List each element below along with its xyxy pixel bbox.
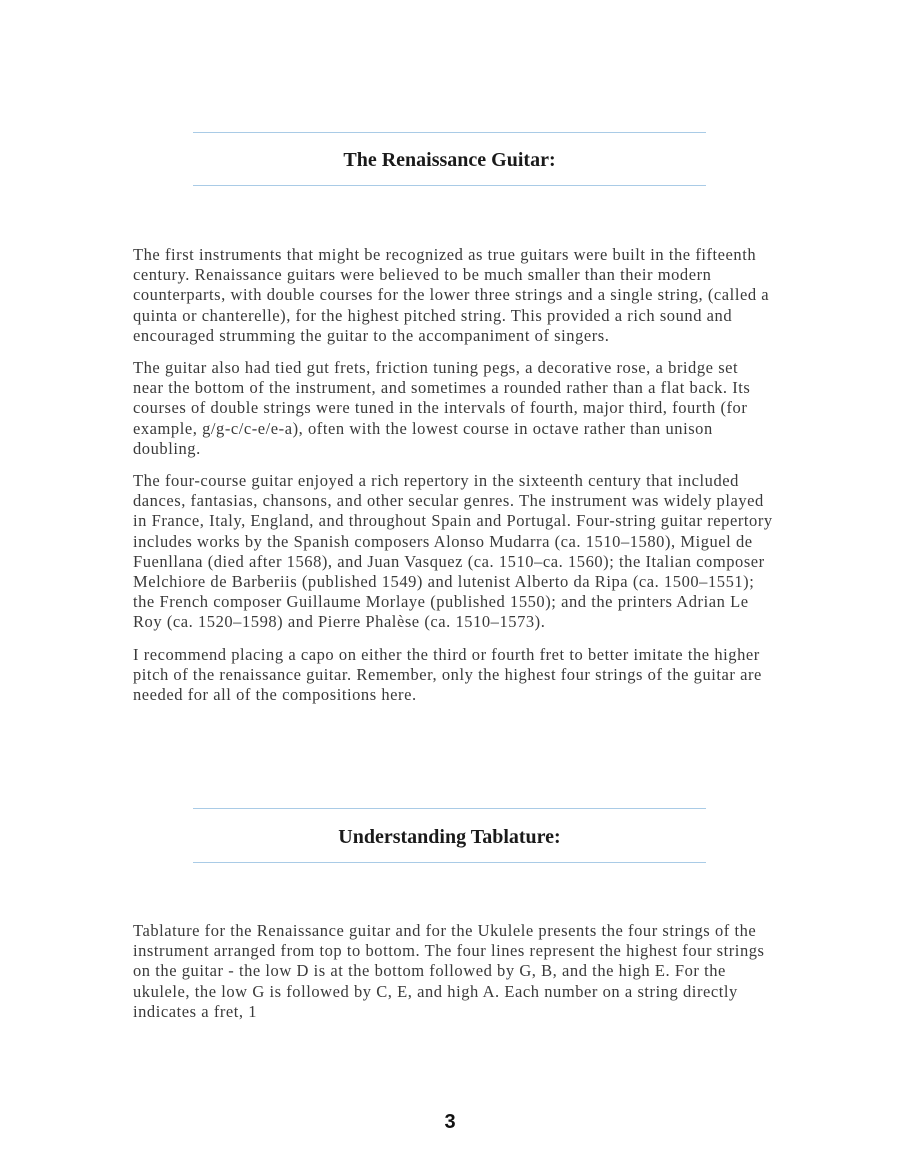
paragraph: The four-course guitar enjoyed a rich repertory in the sixteenth century that included dances, fantasias, chansons, and other secular genres. The instrument was widely played in France, Italy, England, and throughout Spain and Portugal. Four-string guitar repertory includes works by the Spanish composers Alonso Mudarra (ca. 1510–1580), Miguel de Fuenllana (died after 1568), and Juan Vasquez (ca. 1510–ca. 1560); the Italian composer Melchiore de Barberiis (published 1549) and lutenist Alberto da Ripa (ca. 1500–1551); the French composer Guillaume Morlaye (published 1550); and the printers Adrian Le Roy (ca. 1520–1598) and Pierre Phalèse (ca. 1510–1573). [133,471,773,632]
paragraph: The first instruments that might be recognized as true guitars were built in the fifteenth century. Renaissance guitars were believed to be much smaller than their modern counterparts, with double courses for the lower three strings and a single string, (called a quinta or chanterelle), for the highest pitched string. This provided a rich sound and encouraged strumming the guitar to the accompaniment of singers. [133,245,770,345]
section-heading-renaissance-guitar: The Renaissance Guitar: [343,149,556,171]
page-number: 3 [444,1111,456,1133]
heading-rule-bottom [193,185,706,186]
paragraph: Tablature for the Renaissance guitar and for the Ukulele presents the four strings of the instrument arranged from top to bottom. The four lines represent the highest four strings on the guitar - the low D is at the bottom followed by G, B, and the high E. For the ukulele, the low G is followed by C, E, and high A. Each number on a string directly indicates a fret, 1 [133,921,765,1021]
paragraph: The guitar also had tied gut frets, friction tuning pegs, a decorative rose, a bridge set near the bottom of the instrument, and sometimes a rounded rather than a flat back. Its courses of double strings were tuned in the intervals of fourth, major third, fourth (for example, g/g-c/c-e/e-a), often with the lowest course in octave rather than unison doubling. [133,358,751,458]
paragraph: I recommend placing a capo on either the third or fourth fret to better imitate the higher pitch of the renaissance guitar. Remember, only the highest four strings of the guitar are needed for all of the compositions here. [133,644,762,705]
section-body-understanding-tablature [133,921,773,1034]
heading-rule-bottom [193,862,706,863]
section-body-renaissance-guitar [133,245,773,717]
heading-rule-top [193,808,706,809]
section-heading-understanding-tablature: Understanding Tablature: [338,826,561,848]
heading-rule-top [193,132,706,133]
